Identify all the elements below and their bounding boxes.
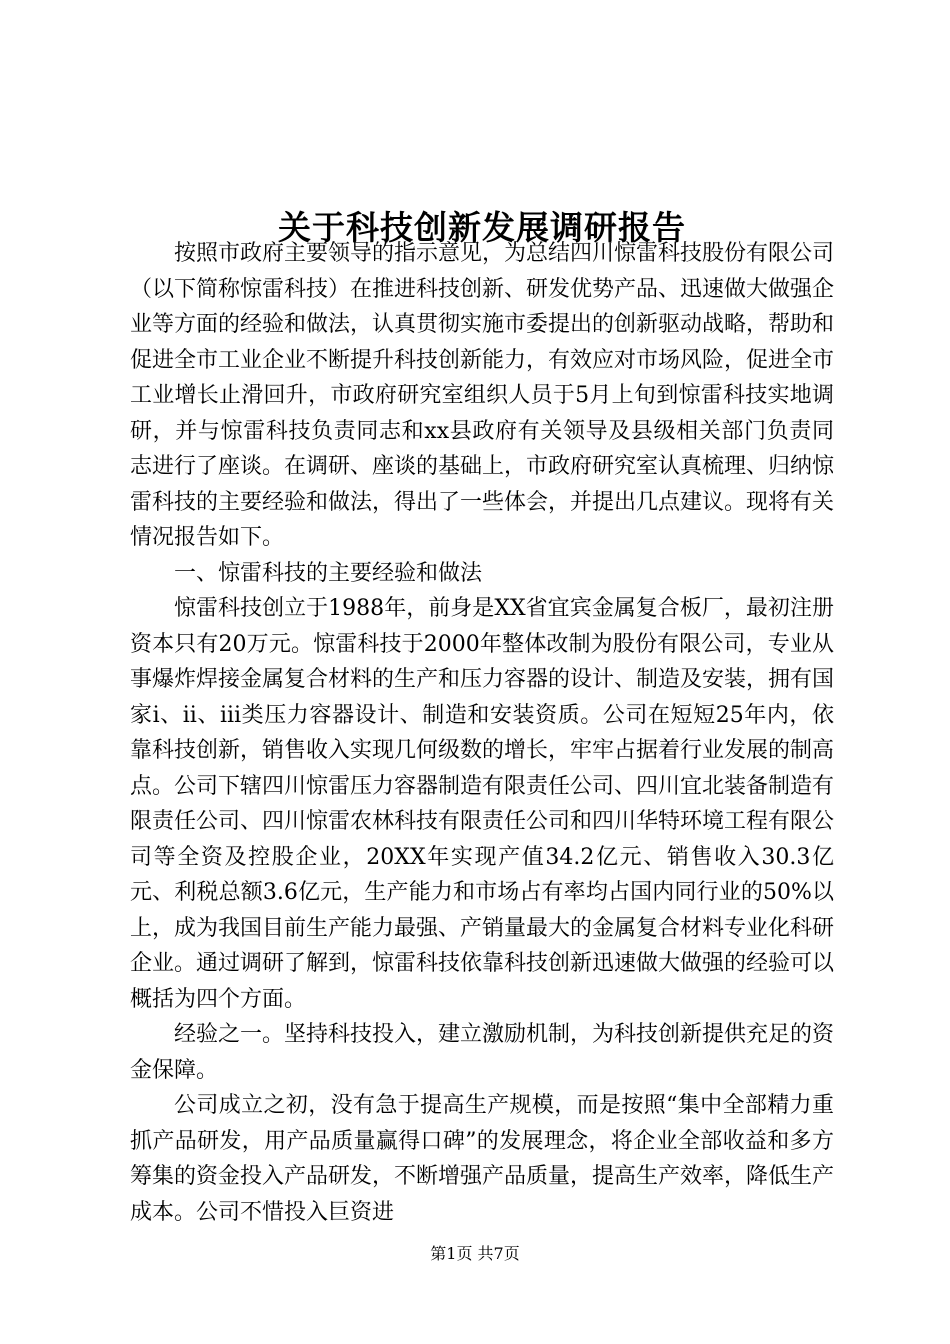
paragraph-company-overview: 惊雷科技创立于1988年，前身是XX省宜宾金属复合板厂，最初注册资本只有20万元。惊雷科技于2000年整体改制为股份有限公司，专业从事爆炸焊接金属复合材料的生产和压力容器的设计、制造及安装，拥有国家ⅰ、ⅱ、ⅲ类压力容器设计、制造和安装资质。公司在短短25年内，依靠科技创新，销售收入实现几何级数的增长，牢牢占据着行业发展的制高点。公司下辖四川惊雷压力容器制造有限责任公司、四川宜北装备制造有限责任公司、四川惊雷农林科技有限责任公司和四川华特环境工程有限公司等全资及控股企业，20XX年实现产值34.2亿元、销售收入30.3亿元、利税总额3.6亿元，生产能力和市场占有率均占国内同行业的50%以上，成为我国目前生产能力最强、产销量最大的金属复合材料专业化科研企业。通过调研了解到，惊雷科技依靠科技创新迅速做大做强的经验可以概括为四个方面。 — [130, 596, 835, 1012]
paragraph-experience-one: 经验之一。坚持科技投入，建立激励机制，为科技创新提供充足的资金保障。 — [130, 1022, 835, 1083]
paragraph-founding: 公司成立之初，没有急于提高生产规模，而是按照“集中全部精力重抓产品研发，用产品质量赢得口碑”的发展理念，将企业全部收益和多方筹集的资金投入产品研发，不断增强产品质量，提高生产效率，降低生产成本。公司不惜投入巨资进 — [130, 1093, 835, 1225]
page-footer: 第1页 共7页 — [430, 1244, 520, 1263]
document-body — [130, 236, 834, 1230]
section-heading: 一、惊雷科技的主要经验和做法 — [174, 560, 483, 586]
document-title: 关于科技创新发展调研报告 — [278, 208, 686, 248]
paragraph-intro: 按照市政府主要领导的指示意见，为总结四川惊雷科技股份有限公司（以下简称惊雷科技）在推进科技创新、研发优势产品、迅速做大做强企业等方面的经验和做法，认真贯彻实施市委提出的创新驱动战略，帮助和促进全市工业企业不断提升科技创新能力，有效应对市场风险，促进全市工业增长止滑回升，市政府研究室组织人员于5月上旬到惊雷科技实地调研，并与惊雷科技负责同志和xx县政府有关领导及县级相关部门负责同志进行了座谈。在调研、座谈的基础上，市政府研究室认真梳理、归纳惊雷科技的主要经验和做法，得出了一些体会，并提出几点建议。现将有关情况报告如下。 — [130, 241, 835, 550]
